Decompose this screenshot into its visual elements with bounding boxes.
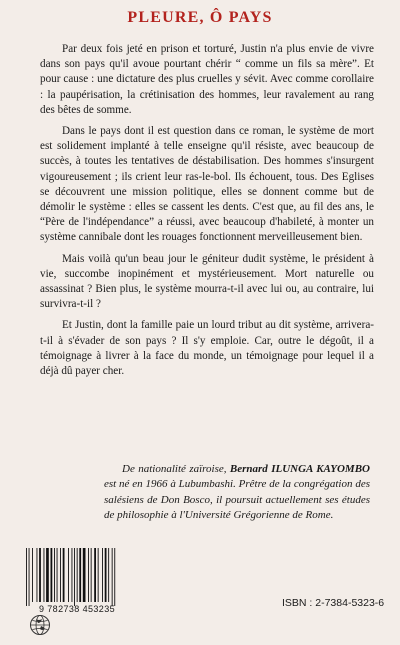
barcode-bar (98, 548, 99, 602)
barcode-bar (112, 548, 113, 606)
bio-intro: De nationalité zaïroise, (122, 463, 230, 475)
globe-icon (29, 614, 51, 636)
barcode (22, 548, 132, 606)
barcode-bar (68, 548, 69, 602)
barcode-bar (29, 548, 30, 606)
barcode-bar (91, 548, 92, 602)
barcode-bar (37, 548, 38, 602)
barcode-bar (60, 548, 61, 602)
barcode-bar (105, 548, 107, 602)
barcode-bar (88, 548, 89, 602)
barcode-bar (74, 548, 75, 606)
barcode-bar (79, 548, 81, 602)
barcode-bar (102, 548, 103, 602)
barcode-bar (63, 548, 65, 602)
barcode-bar (94, 548, 96, 602)
barcode-bar (39, 548, 41, 602)
barcode-bar (44, 548, 45, 602)
barcode-bar (114, 548, 115, 606)
barcode-bar (54, 548, 55, 602)
barcode-bar (46, 548, 49, 602)
blurb-paragraph-2: Dans le pays dont il est question dans ce roman, le système de mort est solidement implanté à telle enseigne qu'il résiste, avec beaucoup de succès, à toutes les tentatives de déstabilisation. Des hommes s'insurgent vigoureusement ; ils crient leur ras-le-bol. Ils échouent, tous. Des Eglises se découvrent une mission politique, elles se donnent comme but de démolir le système : elles se cassent les dents. C'est que, au fil des ans, le “Père de l'indépendance” a réussi, avec beaucoup d'habileté, à monter un système cannibale dont les rouages fonctionnent merveilleusement bien. (40, 125, 374, 244)
author-bio (104, 462, 370, 523)
isbn: ISBN : 2-7384-5323-6 (282, 597, 385, 609)
blurb (40, 42, 374, 385)
barcode-bar (83, 548, 86, 602)
blurb-paragraph-1: Par deux fois jeté en prison et torturé, Justin n'a plus envie de vivre dans son pays qu'il avoue pourtant chérir “ comme un fils sa mère”. Et pour cause : une dictature des plus cruelles y sévit. Avec comme corollaire : la paupérisation, la crétinisation des hommes, leur ravalement au rang des bêtes de somme. (40, 43, 374, 116)
author-bio-text (104, 462, 370, 523)
barcode-bar (51, 548, 53, 602)
bio-rest: est né en 1966 à Lubumbashi. Prêtre de la congrégation des salésiens de Don Bosco, il poursuit actuellement ses études de philosophie à l'Université Grégorienne de Rome. (104, 478, 370, 521)
barcode-bar (108, 548, 109, 602)
blurb-paragraph-3: Mais voilà qu'un beau jour le géniteur dudit système, le président à vie, succombe inopinément et mystérieusement. Mort naturelle ou assassinat ? Bien plus, le système mourra-t-il avec lui ou, au contraire, lui survivra-t-il ? (40, 252, 374, 311)
book-title: PLEURE, Ô PAYS (127, 9, 273, 26)
barcode-bar (57, 548, 58, 602)
barcode-bar (77, 548, 78, 602)
barcode-bar (72, 548, 73, 602)
blurb-paragraph-4: Et Justin, dont la famille paie un lourd tribut au dit système, arrivera-t-il à s'évader de son pays ? Il s'y emploie. Car, outre le dégoût, il a témoignage à livrer à la face du monde, un témoignage pour lequel il a déjà dû payer cher. (40, 319, 374, 378)
barcode-bar (32, 548, 33, 602)
barcode-digits: 9 782738 453235 (38, 604, 116, 614)
barcode-bar (26, 548, 27, 606)
author-name: Bernard ILUNGA KAYOMBO (229, 463, 370, 475)
